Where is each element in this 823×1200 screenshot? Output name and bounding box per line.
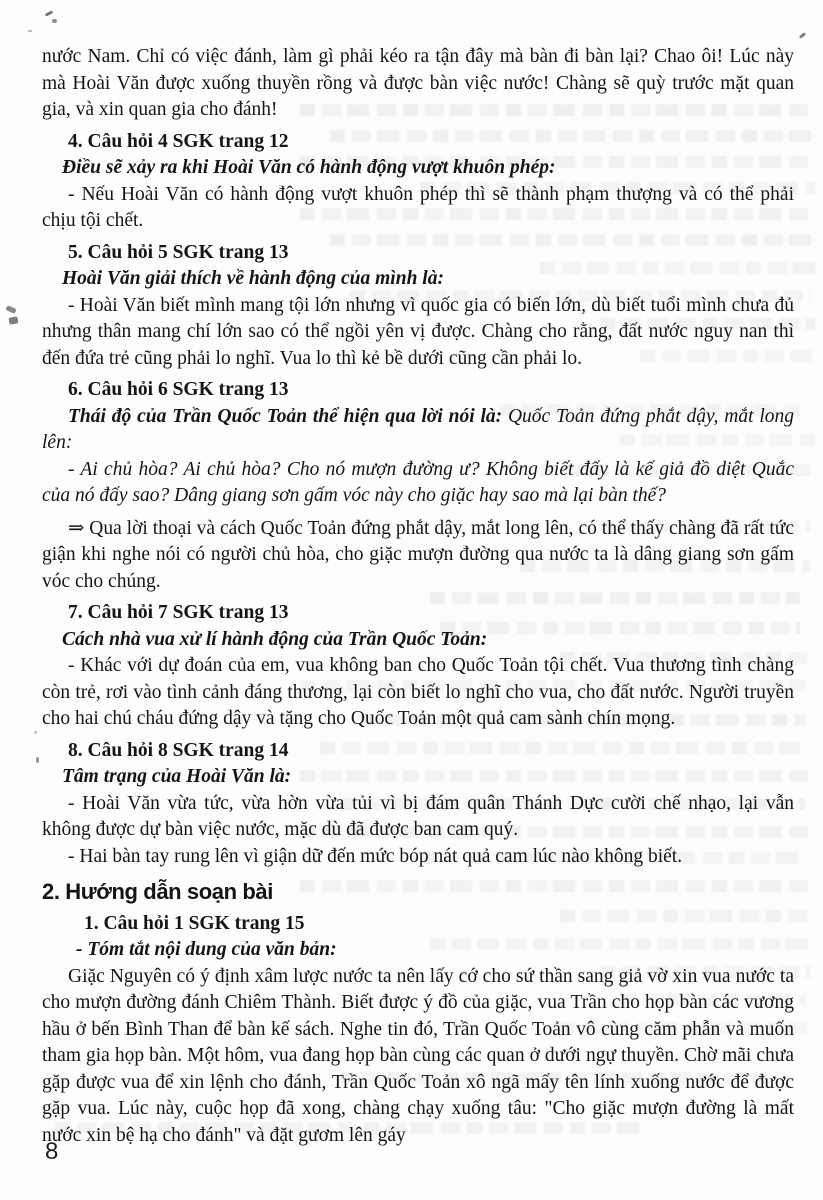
page-number: 8 (45, 1138, 59, 1165)
question-heading-1: 1. Câu hỏi 1 SGK trang 15 (84, 912, 305, 934)
answer-body-7: - Khác với dự đoán của em, vua không ban cho Quốc Toản tội chết. Vua thương tình chàng còn trẻ, rơi vào tình cảnh đáng thương, lại còn biết lo nghĩ cho vua, cho đất nước. Người truyền cho hai chú cháu đứng dậy và tặng cho Quốc Toản một quả cam sành chín mọng. (42, 655, 794, 729)
answer-intro-7: Cách nhà vua xử lí hành động của Trần Quốc Toản: (62, 628, 488, 650)
answer-intro-8: Tâm trạng của Hoài Văn là: (62, 766, 292, 787)
paragraph-continuation: nước Nam. Chỉ có việc đánh, làm gì phải kéo ra tận đây mà bàn đi bàn lại? Chao ôi! Lúc này mà Hoài Văn được xuống thuyền rồng và được bàn việc nước! Chàng sẽ quỳ trước mặt quan gia, và xin quan gia cho đánh! (42, 46, 794, 120)
text-column (42, 44, 794, 1149)
answer-intro-1: - Tóm tắt nội dung của văn bản: (76, 939, 337, 960)
scan-speckle (36, 757, 39, 763)
answer-intro-6-italic: Quốc Toản đứng phắt dậy, mắt long lên: (42, 405, 794, 453)
section-heading-2: 2. Hướng dẫn soạn bài (42, 879, 273, 904)
scan-speckle (28, 30, 32, 32)
question-heading-5: 5. Câu hỏi 5 SGK trang 13 (68, 241, 289, 263)
answer-body-5: - Hoài Văn biết mình mang tội lớn nhưng vì quốc gia có biến lớn, dù biết tuổi mình chưa đủ nhưng thân mang chí lớn sao có thể ngồi yên vị được. Chàng cho rằng, đất nước nguy nan thì đến đứa trẻ cũng phải lo nghĩ. Vua lo thì kẻ bề dưới cũng cần phải lo. (42, 294, 794, 369)
answer-intro-6-bold: Thái độ của Trần Quốc Toản thể hiện qua lời nói là: (68, 405, 503, 427)
conclusion-body-6: ⇒ Qua lời thoại và cách Quốc Toản đứng phắt dậy, mắt long lên, có thể thấy chàng đã rất tức giận khi nghe nói có người chủ hòa, cho giặc mượn đường qua nước ta là dâng giang sơn gấm vóc cho chúng. (42, 517, 794, 592)
answer-body-8a: - Hoài Văn vừa tức, vừa hờn vừa tủi vì bị đám quân Thánh Dực cười chế nhạo, lại vẫn không được dự bàn việc nước, mặc dù đã được ban cam quý. (42, 792, 794, 840)
answer-intro-4: Điều sẽ xảy ra khi Hoài Văn có hành động vượt khuôn phép: (62, 157, 556, 178)
answer-intro-5: Hoài Văn giải thích về hành động của mình là: (62, 268, 444, 289)
scan-speckle (45, 10, 53, 16)
scan-speckle (799, 32, 806, 39)
answer-intro-6 (42, 404, 794, 457)
question-heading-4: 4. Câu hỏi 4 SGK trang 12 (68, 130, 289, 152)
question-heading-8: 8. Câu hỏi 8 SGK trang 14 (68, 739, 289, 761)
summary-body-1: Giặc Nguyên có ý định xâm lược nước ta nên lấy cớ cho sứ thần sang giả vờ xin vua nước ta cho mượn đường đánh Chiêm Thành. Biết được ý đồ của giặc, vua Trần cho họp bàn các vương hầu ở bến Bình Than để bàn kế sách. Nghe tin đó, Trần Quốc Toản vô cùng căm phẫn và muốn tham gia họp bàn. Một hôm, vua đang họp bàn cùng các quan ở dưới ngự thuyền. Chờ mãi chưa gặp được vua để xin lệnh cho đánh, Trần Quốc Toản xô ngã mấy tên lính xuống nước để được gặp vua. Lúc này, cuộc họp đã xong, chàng chạy xuống tâu: "Cho giặc mượn đường là mất nước xin bệ hạ cho đánh" và đặt gươm lên gáy (42, 965, 794, 1146)
scan-speckle (5, 305, 16, 314)
scan-speckle (52, 19, 57, 23)
answer-body-8b: - Hai bàn tay rung lên vì giận dữ đến mức bóp nát quả cam lúc nào không biết. (68, 845, 683, 867)
scan-speckle (8, 316, 18, 324)
quote-body-6: - Ai chủ hòa? Ai chủ hòa? Cho nó mượn đường ư? Không biết đấy là kế giả đồ diệt Quắc của nó đấy sao? Dâng giang sơn gấm vóc này cho giặc hay sao mà lại bàn thế? (42, 458, 794, 506)
question-heading-6: 6. Câu hỏi 6 SGK trang 13 (68, 379, 289, 400)
answer-body-4: - Nếu Hoài Văn có hành động vượt khuôn phép thì sẽ thành phạm thượng và có thể phải chịu tội chết. (42, 183, 794, 231)
question-heading-7: 7. Câu hỏi 7 SGK trang 13 (68, 602, 289, 623)
scan-speckle (34, 731, 37, 734)
